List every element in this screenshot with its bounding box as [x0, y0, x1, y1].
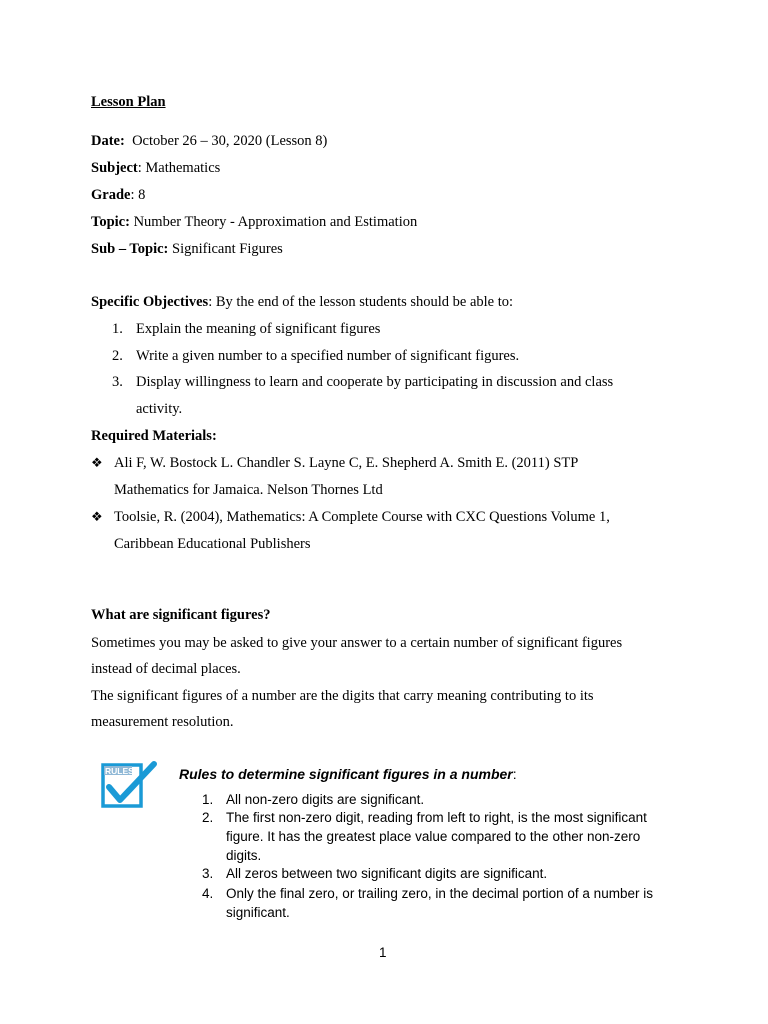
objective-text-continued: activity.: [136, 401, 183, 417]
paragraph-line: Sometimes you may be asked to give your answer to a certain number of significant figures: [91, 635, 623, 651]
subject-line: [91, 160, 220, 177]
material-reference: Ali F, W. Bostock L. Chandler S. Layne C, E. Shepherd A. Smith E. (2011) STP: [114, 455, 579, 471]
objective-text: Explain the meaning of significant figures: [136, 321, 381, 337]
grade-value: : 8: [130, 187, 146, 203]
material-reference-continued: Caribbean Educational Publishers: [114, 536, 311, 552]
material-reference: Toolsie, R. (2004), Mathematics: A Complete Course with CXC Questions Volume 1,: [114, 509, 610, 525]
rule-text: Only the final zero, or trailing zero, in the decimal portion of a number is: [226, 886, 653, 901]
rule-number: 1.: [202, 792, 214, 807]
topic-label: Topic:: [91, 214, 130, 230]
rule-text: All non-zero digits are significant.: [226, 792, 425, 807]
rule-text: All zeros between two significant digits are significant.: [226, 866, 548, 881]
materials-heading: Required Materials:: [91, 428, 217, 444]
page-title: Lesson Plan: [91, 94, 166, 110]
subtopic-value: Significant Figures: [168, 241, 283, 257]
date-label: Date:: [91, 133, 125, 149]
paragraph-line: instead of decimal places.: [91, 661, 241, 677]
page-number: 1: [379, 945, 387, 960]
rule-text: The first non-zero digit, reading from left to right, is the most significant: [226, 810, 647, 825]
paragraph-line: measurement resolution.: [91, 714, 234, 730]
rule-number: 2.: [202, 810, 214, 825]
objective-number: 1.: [112, 321, 123, 337]
rule-number: 3.: [202, 866, 214, 881]
rules-title: [179, 766, 517, 782]
date-line: [91, 133, 327, 150]
topic-value: Number Theory - Approximation and Estimation: [129, 214, 418, 230]
rule-text-continued: significant.: [226, 905, 290, 920]
objective-text: Write a given number to a specified number of significant figures.: [136, 348, 520, 364]
subject-label: Subject: [91, 160, 138, 176]
subject-value: : Mathematics: [137, 160, 221, 176]
diamond-bullet-icon: ❖: [91, 509, 103, 524]
grade-label: Grade: [91, 187, 131, 203]
topic-line: [91, 214, 417, 231]
grade-line: [91, 187, 145, 204]
rules-title-text: Rules to determine significant figures in a number: [179, 766, 513, 782]
date-value: October 26 – 30, 2020 (Lesson 8): [132, 133, 328, 149]
diamond-bullet-icon: ❖: [91, 455, 103, 470]
rule-number: 4.: [202, 886, 214, 901]
objectives-intro: [91, 294, 513, 311]
rule-text-continued: figure. It has the greatest place value compared to the other non-zero: [226, 829, 641, 844]
objective-number: 3.: [112, 374, 123, 390]
rules-title-suffix: :: [512, 766, 517, 782]
section-heading: What are significant figures?: [91, 607, 271, 623]
objectives-intro-text: : By the end of the lesson students should be able to:: [208, 294, 514, 310]
objective-number: 2.: [112, 348, 123, 364]
subtopic-line: [91, 241, 283, 258]
rules-icon-label: RULES: [105, 766, 134, 776]
material-reference-continued: Mathematics for Jamaica. Nelson Thornes Ltd: [114, 482, 383, 498]
objectives-label: Specific Objectives: [91, 294, 209, 310]
paragraph-line: The significant figures of a number are the digits that carry meaning contributing to its: [91, 688, 594, 704]
objective-text: Display willingness to learn and cooperate by participating in discussion and class: [136, 374, 614, 390]
subtopic-label: Sub – Topic:: [91, 241, 169, 257]
rule-text-continued: digits.: [226, 848, 262, 863]
rules-checkmark-icon: [100, 760, 158, 812]
